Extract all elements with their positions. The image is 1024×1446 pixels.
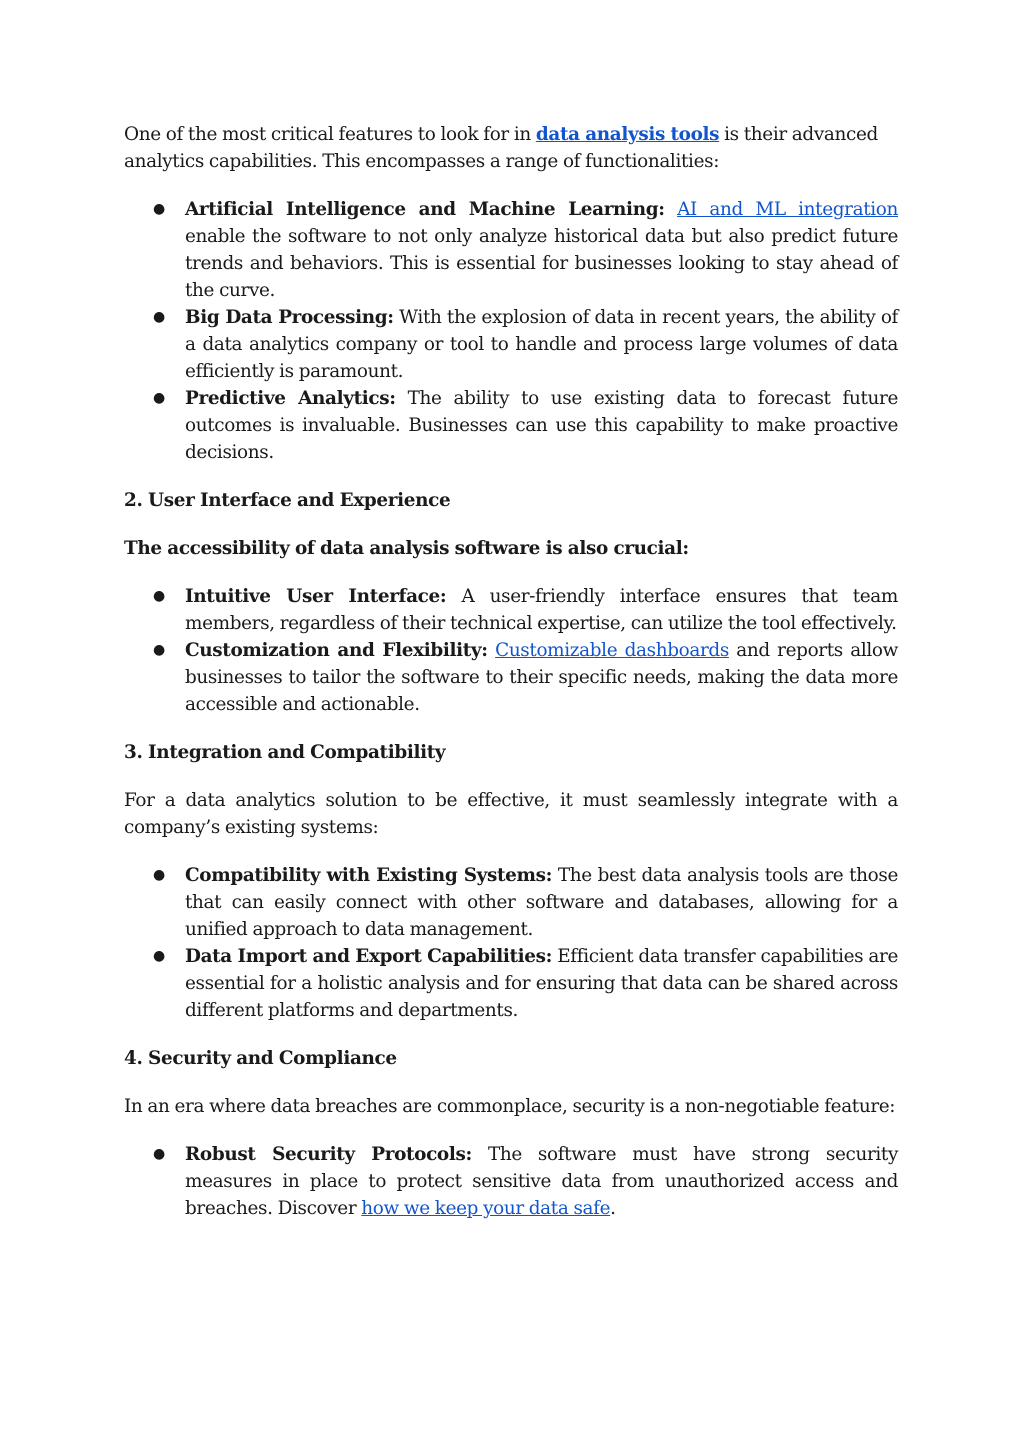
data-safety-link[interactable]: how we keep your data safe [361, 1198, 611, 1219]
list-item-text: With the explosion of data in recent years, the ability of a data analytics company or tool to handle and process large volumes of data efficiently is paramount. [185, 307, 898, 382]
section2-list [124, 583, 898, 718]
section2-heading: 2. User Interface and Experience [124, 490, 451, 511]
section2-lead: The accessibility of data analysis software is also crucial: [124, 538, 689, 559]
list-item [124, 1141, 898, 1222]
bullet-icon: ● [153, 588, 165, 604]
list-item-text: The ability to use existing data to forecast future outcomes is invaluable. Businesses can use this capability to make proactive decisions. [185, 388, 898, 463]
intro-paragraph [124, 121, 898, 175]
list-item-term: Intuitive User Interface: [185, 586, 447, 607]
data-analysis-tools-link[interactable]: data analysis tools [535, 124, 720, 145]
list-item-term: Big Data Processing: [185, 307, 394, 328]
bullet-icon: ● [153, 1146, 165, 1162]
ai-ml-integration-link[interactable]: AI and ML integration [677, 199, 899, 220]
list-item [124, 583, 898, 637]
intro-text-before: One of the most critical features to look for in [124, 124, 536, 145]
bullet-icon: ● [153, 642, 165, 658]
bullet-icon: ● [153, 390, 165, 406]
section4-lead: In an era where data breaches are commonplace, security is a non-negotiable feature: [124, 1096, 896, 1117]
section3-heading: 3. Integration and Compatibility [124, 742, 446, 763]
list-item-term: Compatibility with Existing Systems: [185, 865, 553, 886]
list-item-text: The best data analysis tools are those that can easily connect with other software and databases, allowing for a unified approach to data management. [185, 865, 899, 940]
list-item-text-after: . [610, 1198, 616, 1219]
list-item-term: Data Import and Export Capabilities: [185, 946, 553, 967]
list-item-term: Artificial Intelligence and Machine Learning: [185, 199, 665, 220]
list-item [124, 943, 898, 1024]
list-item [124, 196, 898, 304]
customizable-dashboards-link[interactable]: Customizable dashboards [495, 640, 729, 661]
bullet-icon: ● [153, 309, 165, 325]
section4-heading: 4. Security and Compliance [124, 1048, 397, 1069]
list-item [124, 637, 898, 718]
list-item-term: Robust Security Protocols: [185, 1144, 472, 1165]
list-item-text: A user-friendly interface ensures that team members, regardless of their technical expertise, can utilize the tool effectively. [185, 586, 899, 634]
document-page [124, 121, 898, 1243]
bullet-icon: ● [153, 201, 165, 217]
section1-list [124, 196, 898, 466]
bullet-icon: ● [153, 948, 165, 964]
list-item [124, 862, 898, 943]
list-item-text: and reports allow businesses to tailor the software to their specific needs, making the data more accessible and actionable. [185, 640, 899, 715]
section4-list [124, 1141, 898, 1222]
section3-list [124, 862, 898, 1024]
section3-lead: For a data analytics solution to be effective, it must seamlessly integrate with a company’s existing systems: [124, 790, 898, 838]
bullet-icon: ● [153, 867, 165, 883]
intro-text-after: is their advanced analytics capabilities. This encompasses a range of functionalities: [124, 124, 878, 172]
list-item [124, 385, 898, 466]
list-item-term: Customization and Flexibility: [185, 640, 488, 661]
list-item-text: The software must have strong security measures in place to protect sensitive data from unauthorized access and breaches. Discover [185, 1144, 898, 1219]
list-item-term: Predictive Analytics: [185, 388, 396, 409]
list-item-text: enable the software to not only analyze historical data but also predict future trends and behaviors. This is essential for businesses looking to stay ahead of the curve. [185, 226, 898, 301]
list-item-text: Efficient data transfer capabilities are essential for a holistic analysis and for ensuring that data can be shared across different platforms and departments. [185, 946, 898, 1021]
list-item [124, 304, 898, 385]
